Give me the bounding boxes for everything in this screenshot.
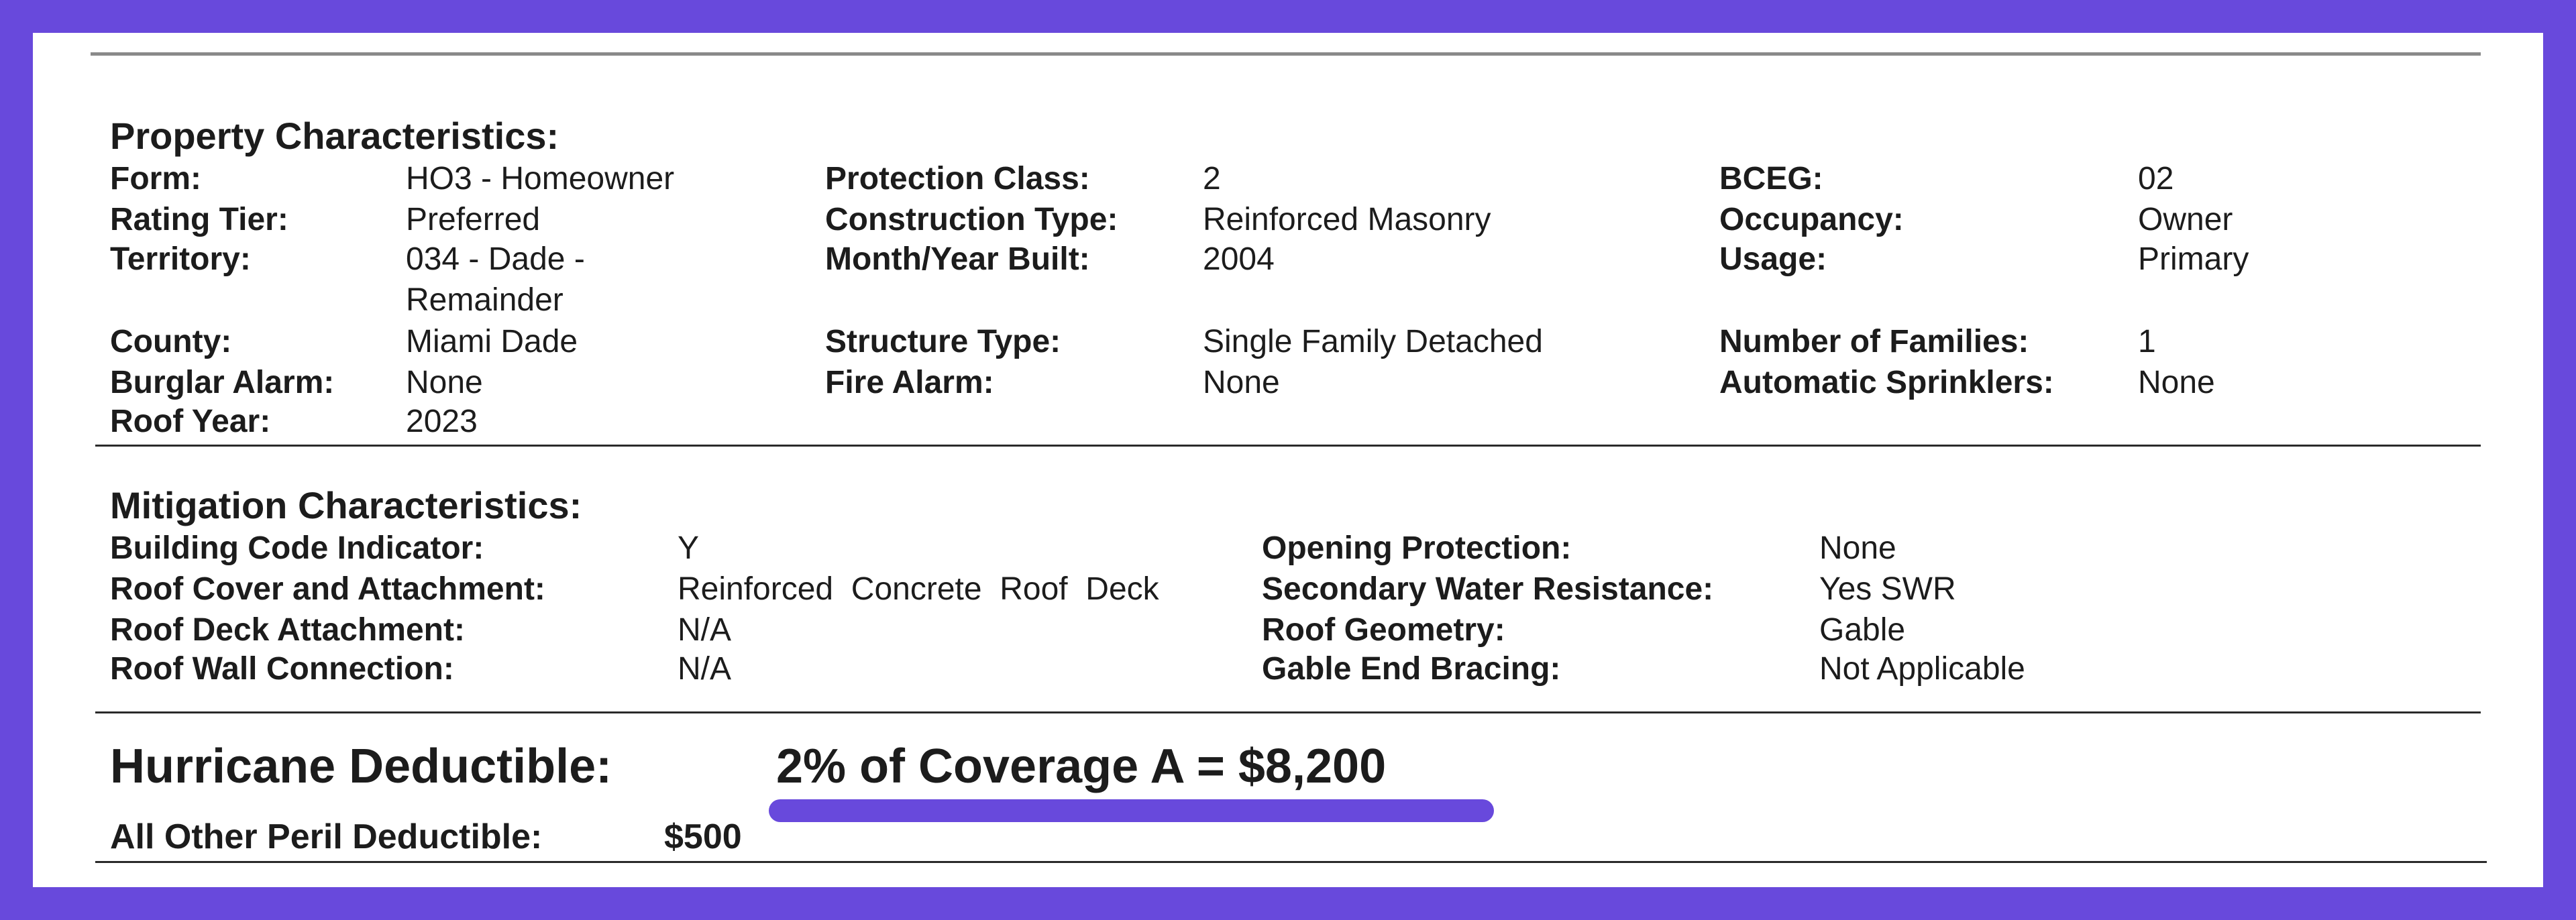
fire-alarm-label: Fire Alarm:	[825, 365, 994, 400]
county-label: County:	[110, 324, 232, 359]
building-code-value: Y	[678, 530, 700, 566]
bceg-value: 02	[2138, 161, 2174, 196]
bottom-divider	[95, 861, 2487, 863]
burglar-alarm-label: Burglar Alarm:	[110, 365, 335, 400]
territory-value-line1: 034 - Dade -	[406, 241, 585, 277]
occupancy-label: Occupancy:	[1719, 202, 1904, 237]
property-divider	[95, 445, 2481, 447]
property-section-title: Property Characteristics:	[110, 115, 559, 157]
county-value: Miami Dade	[406, 324, 578, 359]
highlight-underline	[769, 799, 1494, 822]
month-year-built-value: 2004	[1203, 241, 1275, 277]
opening-protection-value: None	[1819, 530, 1896, 566]
automatic-sprinklers-label: Automatic Sprinklers:	[1719, 365, 2054, 400]
building-code-label: Building Code Indicator:	[110, 530, 484, 566]
territory-label: Territory:	[110, 241, 251, 277]
month-year-built-label: Month/Year Built:	[825, 241, 1090, 277]
number-of-families-value: 1	[2138, 324, 2156, 359]
construction-type-label: Construction Type:	[825, 202, 1118, 237]
construction-type-value: Reinforced Masonry	[1203, 202, 1491, 237]
hurricane-deductible-label: Hurricane Deductible:	[110, 740, 612, 793]
document-page	[33, 33, 2543, 887]
gable-end-value: Not Applicable	[1819, 651, 2025, 687]
hurricane-deductible-value: 2% of Coverage A = $8,200	[776, 740, 1387, 793]
roof-cover-label: Roof Cover and Attachment:	[110, 571, 545, 607]
roof-year-value: 2023	[406, 404, 478, 439]
rating-tier-value: Preferred	[406, 202, 541, 237]
secondary-water-value: Yes SWR	[1819, 571, 1956, 607]
roof-wall-label: Roof Wall Connection:	[110, 651, 454, 687]
form-label: Form:	[110, 161, 201, 196]
occupancy-value: Owner	[2138, 202, 2233, 237]
mitigation-divider	[95, 711, 2481, 713]
bceg-label: BCEG:	[1719, 161, 1823, 196]
roof-geometry-value: Gable	[1819, 612, 1906, 648]
roof-geometry-label: Roof Geometry:	[1262, 612, 1505, 648]
rating-tier-label: Rating Tier:	[110, 202, 288, 237]
protection-class-label: Protection Class:	[825, 161, 1090, 196]
structure-type-label: Structure Type:	[825, 324, 1061, 359]
usage-value: Primary	[2138, 241, 2249, 277]
secondary-water-label: Secondary Water Resistance:	[1262, 571, 1714, 607]
number-of-families-label: Number of Families:	[1719, 324, 2029, 359]
protection-class-value: 2	[1203, 161, 1221, 196]
usage-label: Usage:	[1719, 241, 1827, 277]
mitigation-section-title: Mitigation Characteristics:	[110, 484, 582, 526]
automatic-sprinklers-value: None	[2138, 365, 2215, 400]
territory-value-line2: Remainder	[406, 282, 564, 318]
aop-deductible-label: All Other Peril Deductible:	[110, 817, 543, 856]
opening-protection-label: Opening Protection:	[1262, 530, 1572, 566]
roof-deck-value: N/A	[678, 612, 732, 648]
form-value: HO3 - Homeowner	[406, 161, 675, 196]
roof-cover-value: Reinforced Concrete Roof Deck	[678, 571, 1159, 607]
aop-deductible-value: $500	[664, 817, 742, 856]
burglar-alarm-value: None	[406, 365, 483, 400]
gable-end-label: Gable End Bracing:	[1262, 651, 1561, 687]
structure-type-value: Single Family Detached	[1203, 324, 1543, 359]
roof-wall-value: N/A	[678, 651, 732, 687]
roof-deck-label: Roof Deck Attachment:	[110, 612, 465, 648]
roof-year-label: Roof Year:	[110, 404, 271, 439]
fire-alarm-value: None	[1203, 365, 1280, 400]
top-divider	[91, 52, 2481, 56]
